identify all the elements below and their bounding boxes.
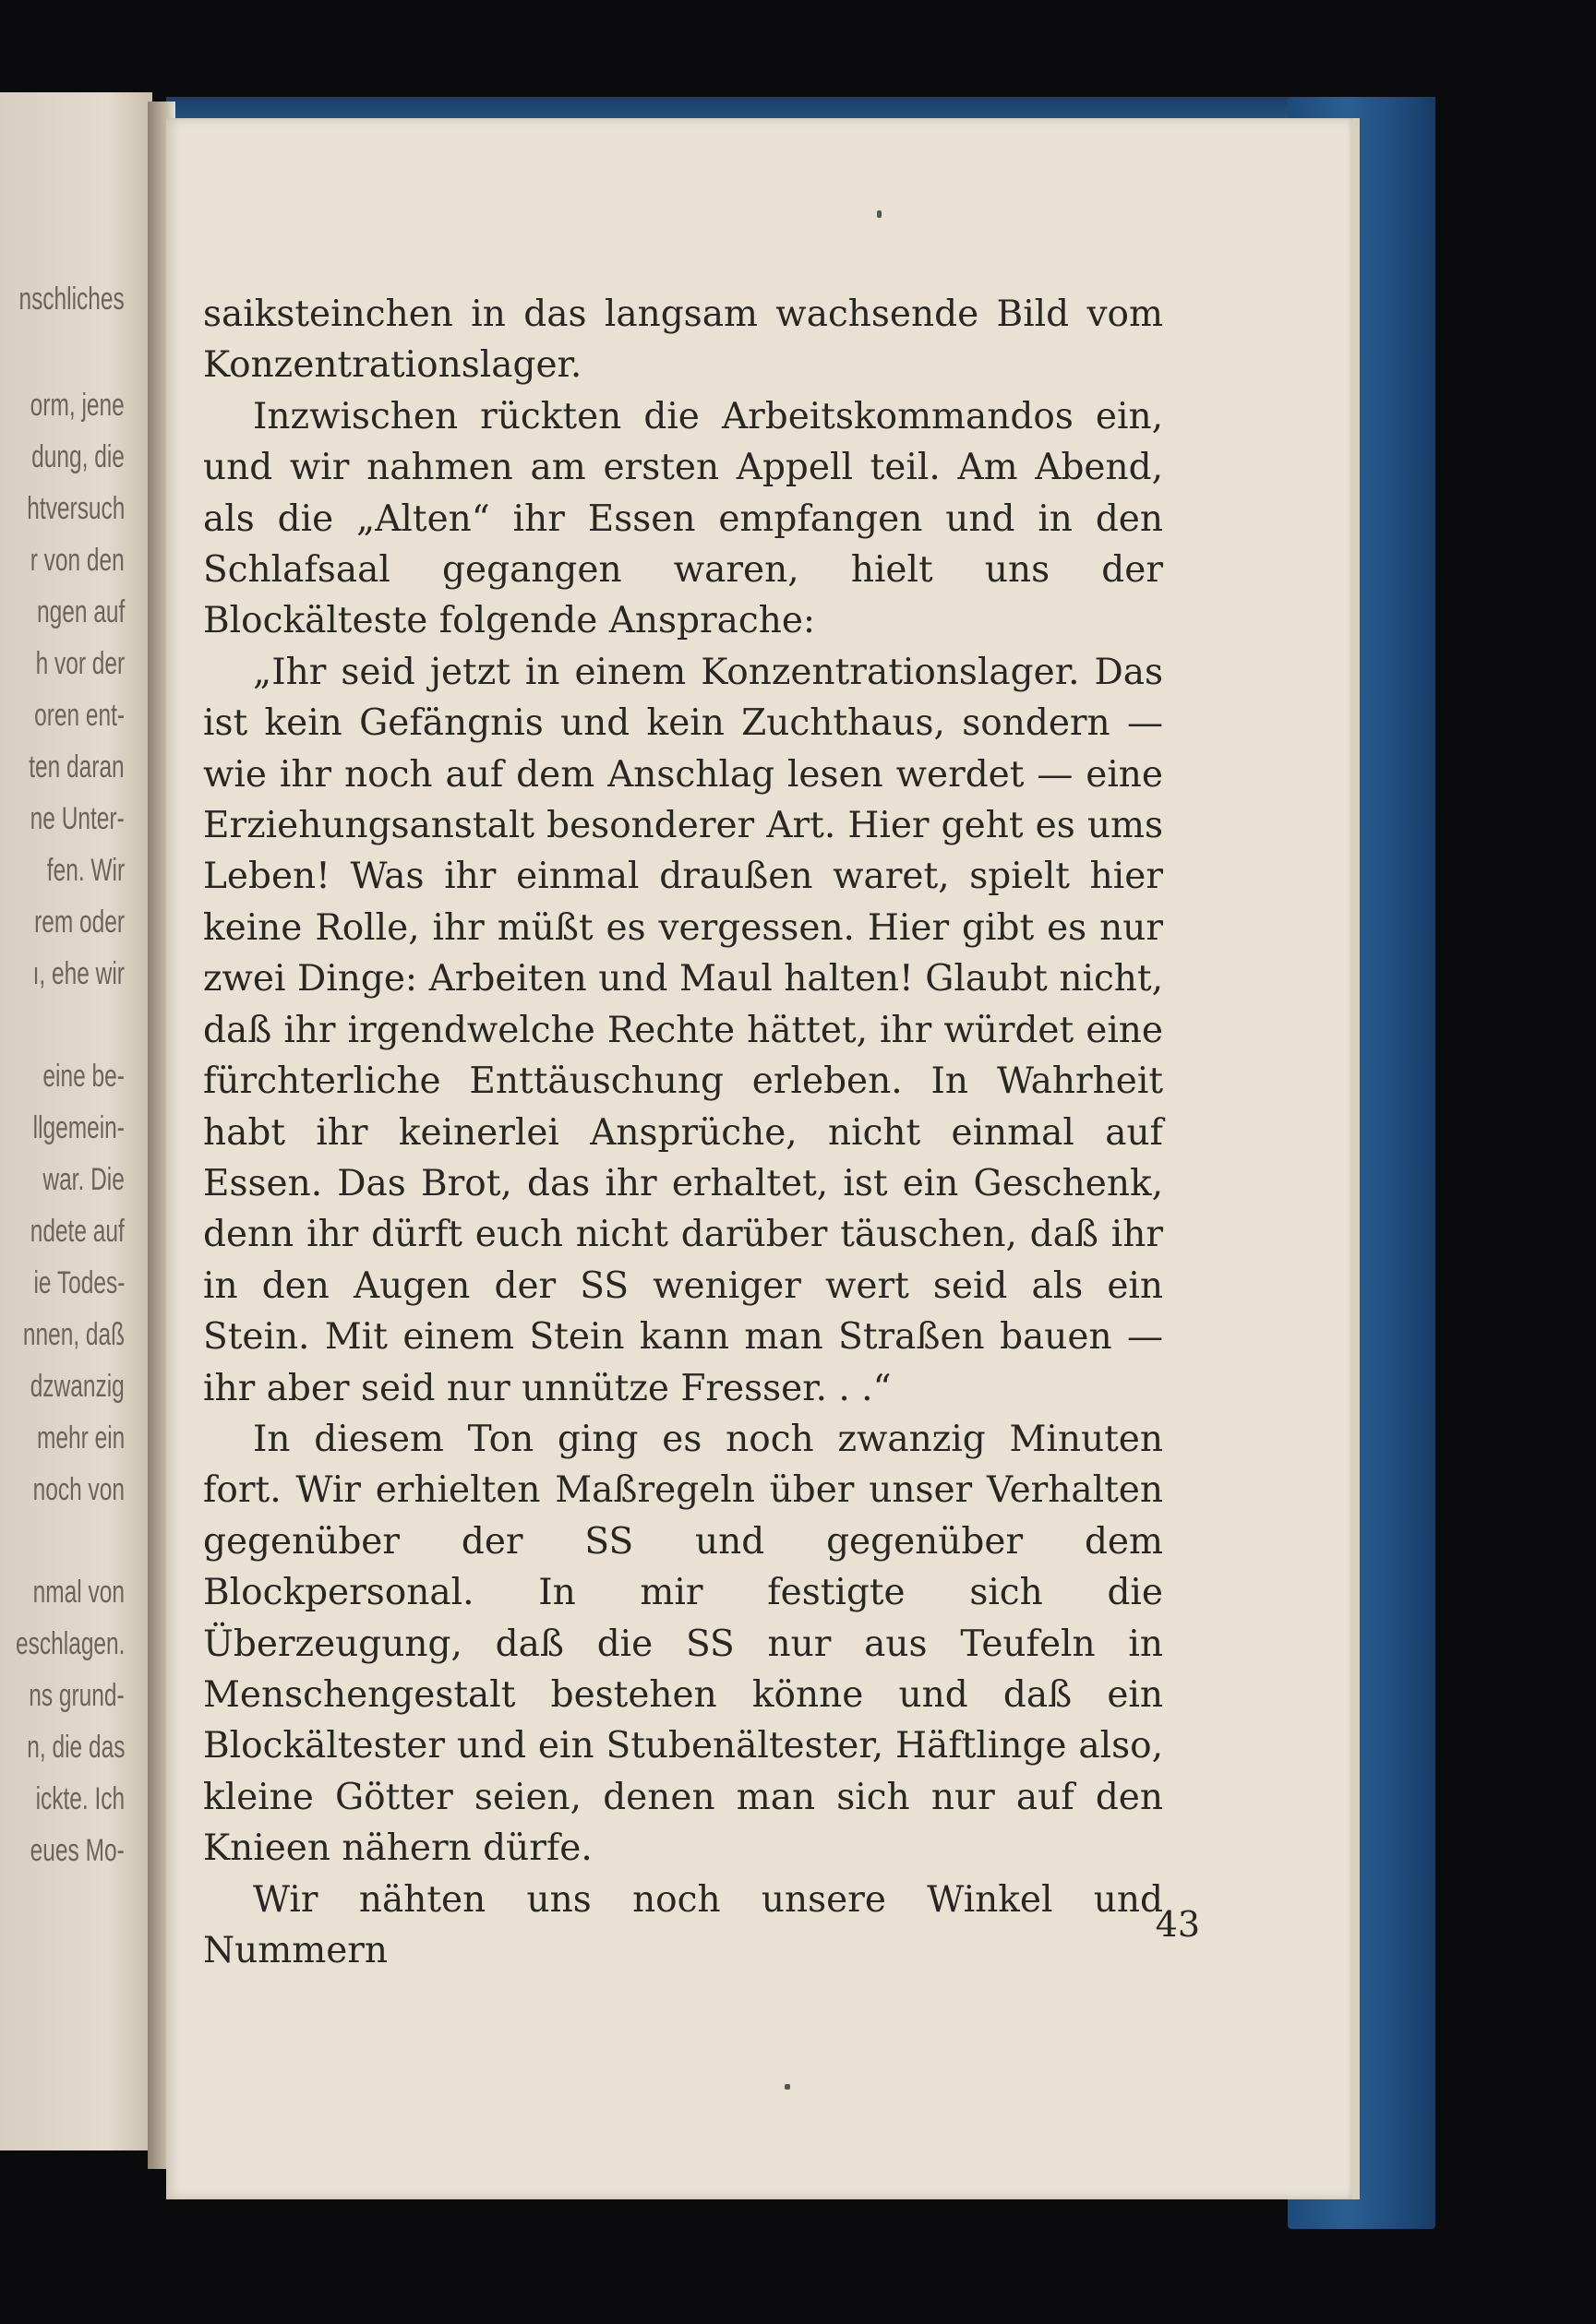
left-page-fragment: llgemein- [32,1110,125,1145]
paragraph: „Ihr seid jetzt in einem Konzentrationslager. Das ist kein Gefängnis und kein Zuchthaus, sondern — wie ihr noch auf dem Anschlag lesen werdet — eine Erziehungsanstalt besonderer Art. Hier geht es ums Leben! Was ihr einmal draußen waret, spielt hier keine Rolle, ihr müßt es vergessen. Hier gibt es nur zwei Dinge: Arbeiten und Maul halten! Glaubt nicht, daß ihr irgendwelche Rechte hättet, ihr würdet eine fürchterliche Enttäuschung erleben. In Wahrheit habt ihr keinerlei Ansprüche, nicht einmal auf Essen. Das Brot, das ihr erhaltet, ist ein Geschenk, denn ihr dürft euch nicht darüber täuschen, daß ihr in den Augen der SS weniger wert seid als ein Stein. Mit einem Stein kann man Straßen bauen — ihr aber seid nur unnütze Fresser. . .“ [203,651,1163,1409]
left-page-fragment: oren ent- [34,698,125,733]
left-page-fragment: dzwanzig [30,1369,125,1404]
left-page-fragment: mehr ein [36,1420,125,1455]
left-page-fragment: htversuch [26,491,125,526]
left-page-fragment: ndete auf [30,1214,125,1249]
left-page-fragment: ı, ehe wir [32,956,125,991]
left-page-fragment: eine be- [42,1059,125,1094]
page-edge [1352,118,1360,2199]
left-page-fragment: eues Mo- [30,1833,125,1868]
left-page-fragment: ie Todes- [33,1265,125,1300]
ink-speck [877,210,882,218]
left-page-fragment: n, die das [26,1730,125,1765]
left-page-fragment: ickte. Ich [35,1781,125,1816]
paragraph: In diesem Ton ging es noch zwanzig Minuten fort. Wir erhielten Maßregeln über unser Verhalten gegenüber der SS und gegenüber dem Blockpersonal. In mir festigte sich die Überzeugung, daß die SS nur aus Teufeln in Menschengestalt bestehen könne und daß ein Blockältester und ein Stubenältester, Häftlinge also, kleine Götter seien, denen man sich nur auf den Knieen nähern dürfe. [203,1418,1163,1870]
page-number: 43 [1155,1904,1200,1945]
left-page-fragment: orm, jene [30,388,125,423]
paragraph: Wir nähten uns noch unsere Winkel und Nummern [203,1878,1163,1971]
left-page-fragment: h vor der [35,646,125,681]
left-page-fragment: rem oder [34,904,125,940]
left-page-fragment: ten daran [29,749,125,785]
page-body-text [203,289,1163,1976]
ink-speck [785,2084,790,2090]
left-page-fragment: war. Die [42,1162,125,1197]
left-page-fragment: nschliches [18,282,125,317]
paragraph: Inzwischen rückten die Arbeitskommandos ein, und wir nahmen am ersten Appell teil. Am Abend, als die „Alten“ ihr Essen empfangen und in den Schlafsaal gegangen waren, hielt uns der Blockälteste folgende Ansprache: [203,395,1163,642]
right-page [166,118,1352,2199]
left-page-fragment: ngen auf [36,594,125,629]
left-page-fragment: ne Unter- [30,801,125,836]
left-page-fragment: dung, die [31,439,125,474]
left-page-fragment: noch von [32,1472,125,1507]
left-page-fragment: r von den [30,543,125,578]
left-page [0,92,152,2150]
left-page-fragment: ns grund- [29,1678,125,1713]
left-page-fragment: nnen, daß [22,1317,125,1352]
left-page-fragment: nmal von [32,1575,125,1610]
left-page-fragment: eschlagen. [15,1626,125,1661]
paragraph: saiksteinchen in das langsam wachsende Bild vom Konzentrationslager. [203,293,1163,387]
left-page-fragment: fen. Wir [46,853,125,888]
